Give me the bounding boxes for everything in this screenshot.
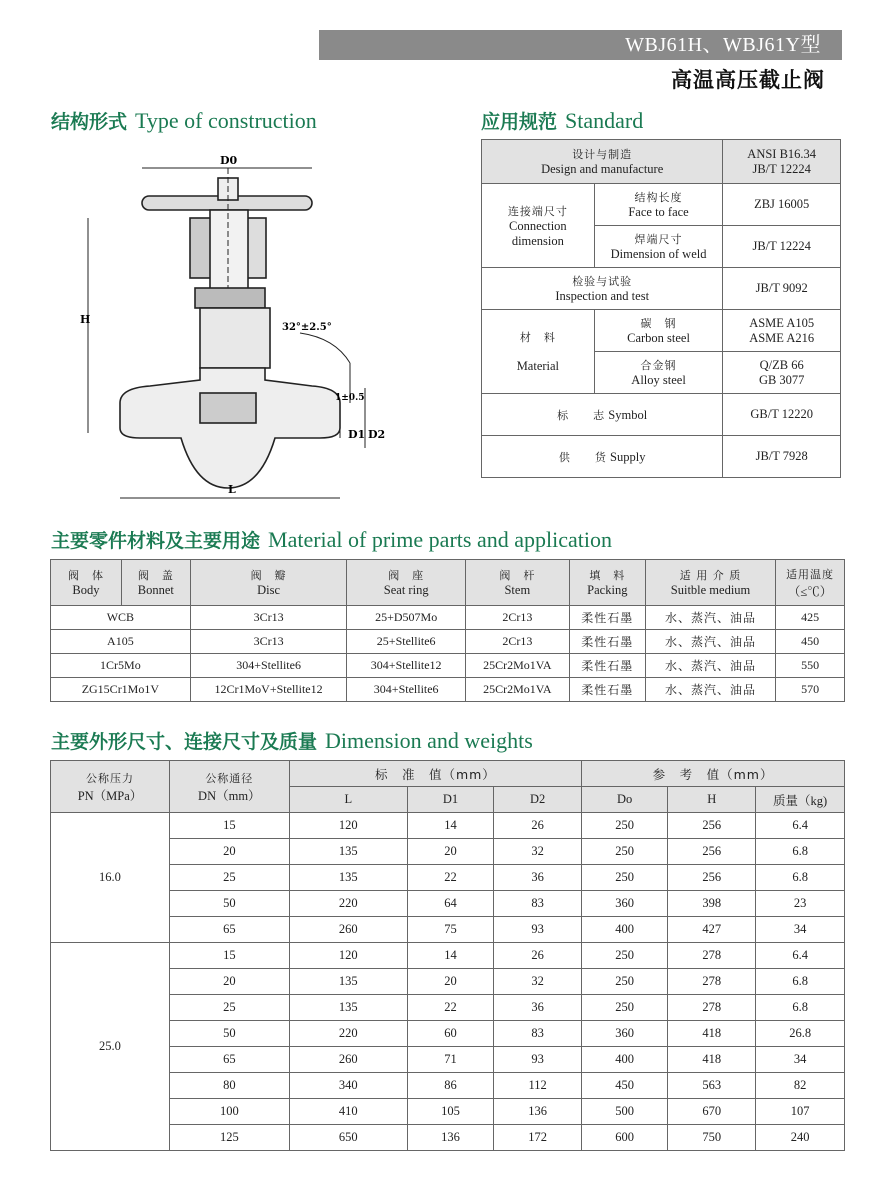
table-row: 焊端尺寸 Dimension of weld JB/T 12224 — [482, 226, 841, 268]
h-label: H — [80, 313, 91, 326]
model-title: WBJ61H、WBJ61Y型 — [625, 34, 821, 56]
section-construction-title: 结构形式 Type of construction — [51, 108, 317, 133]
table-row: 设计与制造 Design and manufacture ANSI B16.34 JB/T 12224 — [482, 140, 841, 184]
table-row: WCB 3Cr13 25+D507Mo 2Cr13 柔性石墨 水、蒸汽、油品 425 — [51, 606, 845, 630]
table-row: 25 135 22 36 250 256 6.8 — [51, 865, 845, 891]
section-material-title: 主要零件材料及主要用途 Material of prime parts and application — [51, 527, 612, 552]
table-row: 合金钢 Alloy steel Q/ZB 66 GB 3077 — [482, 352, 841, 394]
table-row: 80 340 86 112 450 563 82 — [51, 1073, 845, 1099]
pn-cell: 16.0 — [51, 813, 170, 943]
table-row: 50 220 60 83 360 418 26.8 — [51, 1021, 845, 1047]
table-row: ZG15Cr1Mo1V 12Cr1MoV+Stellite12 304+Stellite6 25Cr2Mo1VA 柔性石墨 水、蒸汽、油品 570 — [51, 678, 845, 702]
table-row: 20 135 20 32 250 256 6.8 — [51, 839, 845, 865]
l-label: L — [228, 483, 236, 496]
table-row: 供 货 Supply JB/T 7928 — [482, 436, 841, 478]
table-row: 检验与试验 Inspection and test JB/T 9092 — [482, 268, 841, 310]
product-subtitle: 高温高压截止阀 — [671, 68, 825, 92]
table-row: 50 220 64 83 360 398 23 — [51, 891, 845, 917]
table-row: 16.0 15 120 14 26 250 256 6.4 — [51, 813, 845, 839]
section-dimension-title: 主要外形尺寸、连接尺寸及质量 Dimension and weights — [51, 728, 533, 753]
d1-label: D1 — [348, 428, 366, 441]
standard-table — [481, 139, 841, 478]
table-header-row: L D1 D2 Do H 质量（kg) — [51, 787, 845, 813]
table-row: 材 料 Material 碳 钢 Carbon steel ASME A105 ASME A216 — [482, 310, 841, 352]
tolerance-label: 1±0.5 — [335, 393, 365, 403]
table-row: 125 650 136 172 600 750 240 — [51, 1125, 845, 1151]
table-header-row: 阀 体 Body 阀 盖 Bonnet 阀 瓣 Disc 阀 座 Seat ring 阀 杆 Stem 填 料 Packing 适 用 介 质 Suitble medium 适用温度 （≤℃） — [51, 560, 845, 606]
table-row: 65 260 75 93 400 427 34 — [51, 917, 845, 943]
table-row: 1Cr5Mo 304+Stellite6 304+Stellite12 25Cr2Mo1VA 柔性石墨 水、蒸汽、油品 550 — [51, 654, 845, 678]
table-row: A105 3Cr13 25+Stellite6 2Cr13 柔性石墨 水、蒸汽、油品 450 — [51, 630, 845, 654]
d2-label: D2 — [368, 428, 386, 441]
table-row: 标 志 Symbol GB/T 12220 — [482, 394, 841, 436]
dimension-table — [50, 760, 845, 1151]
material-table — [50, 559, 845, 702]
pn-cell: 25.0 — [51, 943, 170, 1151]
table-row: 25.0 15 120 14 26 250 278 6.4 — [51, 943, 845, 969]
table-row: 65 260 71 93 400 418 34 — [51, 1047, 845, 1073]
section-standard-title: 应用规范 Standard — [481, 108, 644, 133]
table-header-row: 公称压力 PN（MPa） 公称通径 DN（mm） 标 准 值（mm） 参 考 值（mm） — [51, 761, 845, 787]
valve-drawing — [50, 148, 400, 508]
table-row: 100 410 105 136 500 670 107 — [51, 1099, 845, 1125]
table-row: 20 135 20 32 250 278 6.8 — [51, 969, 845, 995]
d0-label: D0 — [220, 154, 238, 167]
table-row: 连接端尺寸 Connection dimension 结构长度 Face to face ZBJ 16005 — [482, 184, 841, 226]
table-row: 25 135 22 36 250 278 6.8 — [51, 995, 845, 1021]
angle-label: 32°±2.5° — [282, 322, 332, 333]
